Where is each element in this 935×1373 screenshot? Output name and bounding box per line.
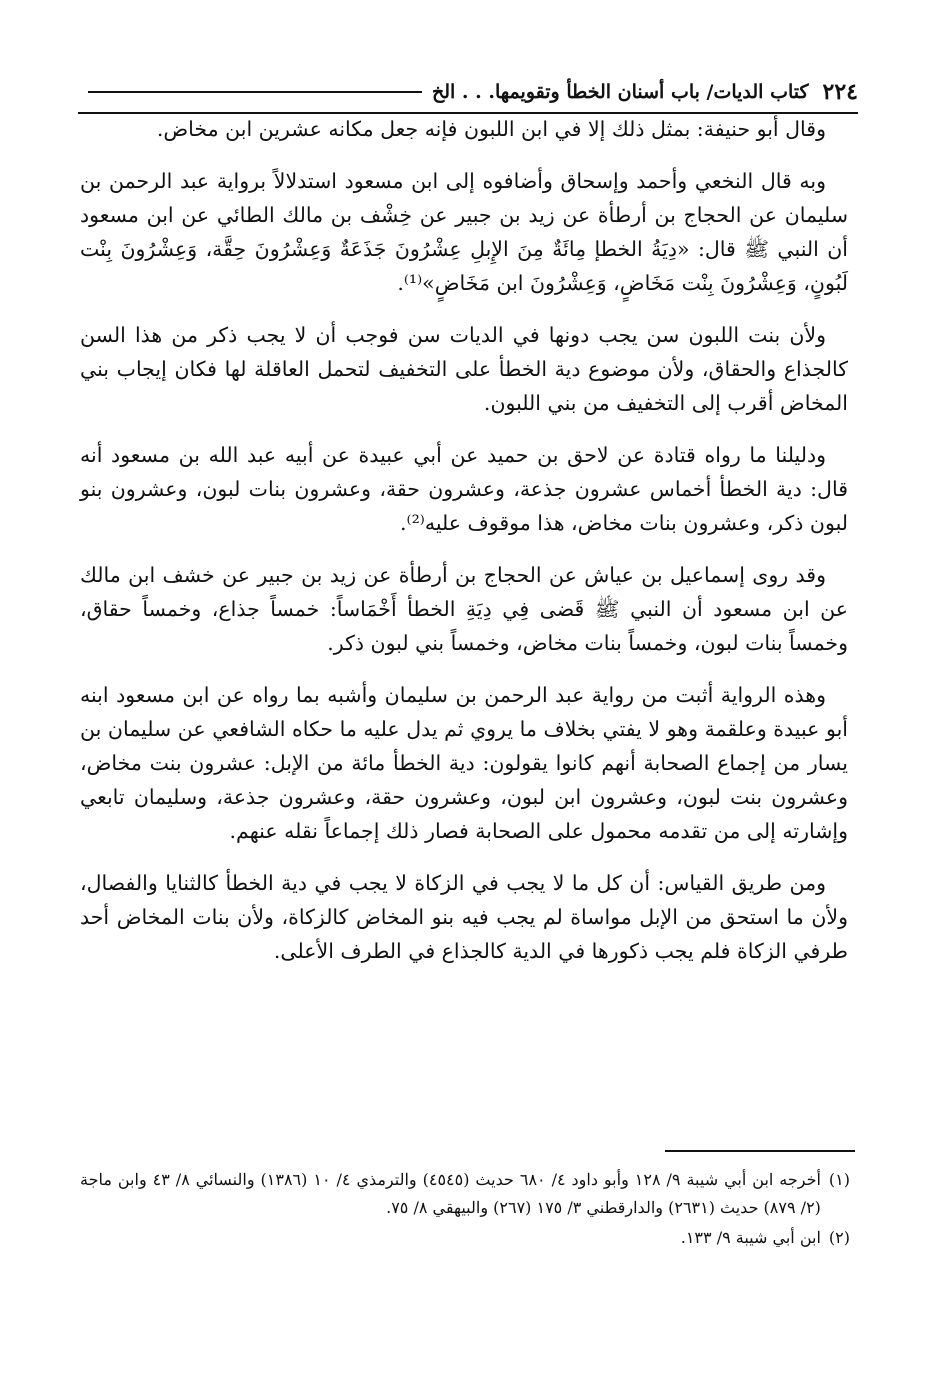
footnote-number: (١) xyxy=(828,1170,850,1189)
footnotes xyxy=(80,1166,850,1254)
page-number: ٢٢٤ xyxy=(822,79,858,105)
paragraph: ودليلنا ما رواه قتادة عن لاحق بن حميد عن أبي عبيدة عن أبيه عبد الله بن مسعود أنه قال: دية الخطأ أخماس عشرون جذعة، وعشرون حقة، وعشرون بنات لبون، وعشرون بنو لبون ذكر، وعشرون بنات مخاض، هذا موقوف عليه⁽²⁾. xyxy=(80,443,848,535)
paragraph: ولأن بنت اللبون سن يجب دونها في الديات سن فوجب أن لا يجب ذكر من هذا السن كالجذاع والحقاق، ولأن موضوع دية الخطأ على التخفيف لتحمل العاقلة لها فكان إيجاب بني المخاض أقرب إلى التخفيف من بني اللبون. xyxy=(80,323,848,415)
running-header xyxy=(78,72,858,114)
footnote-text: أخرجه ابن أبي شيبة ٩/ ١٢٨ وأبو داود ٤/ ٦٨٠ حديث (٤٥٤٥) والترمذي ٤/ ١٠ (١٣٨٦) والنسائي ٨/ ٤٣ وابن ماجة (٢/ ٨٧٩) حديث (٢٦٣١) والدارقطني ٣/ ١٧٥ (٢٦٧) والبيهقي ٨/ ٧٥. xyxy=(80,1170,821,1217)
header-rule xyxy=(88,91,422,93)
footnote-text: ابن أبي شيبة ٩/ ١٣٣. xyxy=(680,1228,821,1247)
paragraph: ومن طريق القياس: أن كل ما لا يجب في الزكاة لا يجب في دية الخطأ كالثنايا والفصال، ولأن ما استحق من الإبل مواساة لم يجب فيه بنو المخاض كالزكاة، ولأن بنات المخاض أحد طرفي الزكاة فلم يجب ذكورها في الدية كالجذاع في الطرف الأعلى. xyxy=(80,871,848,963)
footnote-number: (٢) xyxy=(828,1228,850,1247)
footnote-separator xyxy=(665,1150,855,1152)
paragraph: وهذه الرواية أثبت من رواية عبد الرحمن بن سليمان وأشبه بما رواه عن ابن مسعود ابنه أبو عبيدة وعلقمة وهو لا يفتي بخلاف ما يروي ثم يدل عليه ما حكاه الشافعي عن سليمان بن يسار من إجماع الصحابة أنهم كانوا يقولون: دية الخطأ مائة من الإبل: عشرون بنت مخاض، وعشرون بنت لبون، وعشرون ابن لبون، وعشرون حقة، وعشرون جذعة، وسليمان تابعي وإشارته إلى من تقدمه محمول على الصحابة فصار ذلك إجماعاً نقله عنهم. xyxy=(80,683,848,843)
main-text xyxy=(80,112,848,986)
chapter-title: كتاب الديات/ باب أسنان الخطأ وتقويمها. . . الخ xyxy=(431,81,809,103)
paragraph: وقال أبو حنيفة: بمثل ذلك إلا في ابن اللبون فإنه جعل مكانه عشرين ابن مخاض. xyxy=(156,117,826,141)
paragraph: وقد روى إسماعيل بن عياش عن الحجاج بن أرطأة عن زيد بن جبير عن خشف ابن مالك عن ابن مسعود أن النبي ﷺ قَضى فِي دِيَةِ الخطأ أَخْمَاساً: خمساً جذاع، وخمساً حقاق، وخمساً بنات لبون، وخمساً بنات مخاض، وخمساً بني لبون ذكر. xyxy=(80,563,848,655)
paragraph: وبه قال النخعي وأحمد وإسحاق وأضافوه إلى ابن مسعود استدلالاً برواية عبد الرحمن بن سليمان عن الحجاج بن أرطأة عن زيد بن جبير عن خِشْف بن مالك الطائي عن ابن مسعود أن النبي ﷺ قال: «دِيَةُ الخطإ مِائَةٌ مِنَ الإِبلِ عِشْرُونَ جَذَعَةٌ وَعِشْرُونَ حِقَّة، وَعِشْرُونَ بِنْت لَبُونٍ، وَعِشْرُونَ بِنْت مَخَاضٍ، وَعِشْرُونَ ابن مَخَاضٍ»⁽¹⁾. xyxy=(80,169,848,295)
footnote xyxy=(80,1166,850,1222)
footnote xyxy=(80,1224,850,1252)
